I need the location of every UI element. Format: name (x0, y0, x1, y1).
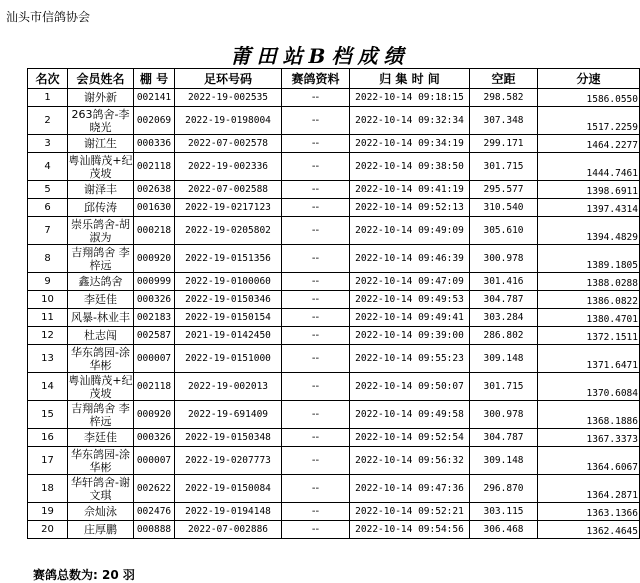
column-header-time: 归 集 时 间 (350, 69, 470, 89)
ring-number-cell: 2022-19-0198004 (175, 107, 282, 135)
shed-number-cell: 000007 (134, 345, 175, 373)
shed-number-cell: 002183 (134, 309, 175, 327)
rank-cell: 1 (28, 89, 68, 107)
arrival-time-cell: 2022-10-14 09:18:15 (350, 89, 470, 107)
distance-cell: 304.787 (470, 291, 538, 309)
ring-number-cell: 2022-19-0150346 (175, 291, 282, 309)
speed-cell: 1380.4701 (538, 309, 640, 327)
arrival-time-cell: 2022-10-14 09:49:58 (350, 401, 470, 429)
member-name-cell: 崇乐鸽舍-胡淑为 (68, 217, 134, 245)
distance-cell: 295.577 (470, 181, 538, 199)
ring-number-cell: 2022-19-0217123 (175, 199, 282, 217)
ring-number-cell: 2022-19-0205802 (175, 217, 282, 245)
distance-cell: 304.787 (470, 429, 538, 447)
column-header-speed: 分速 (538, 69, 640, 89)
member-name-cell: 谢泽丰 (68, 181, 134, 199)
member-name-cell: 邱传涛 (68, 199, 134, 217)
results-table (27, 68, 640, 539)
rank-cell: 16 (28, 429, 68, 447)
rank-cell: 4 (28, 153, 68, 181)
shed-number-cell: 002587 (134, 327, 175, 345)
arrival-time-cell: 2022-10-14 09:54:56 (350, 521, 470, 539)
shed-number-cell: 002141 (134, 89, 175, 107)
arrival-time-cell: 2022-10-14 09:52:21 (350, 503, 470, 521)
arrival-time-cell: 2022-10-14 09:50:07 (350, 373, 470, 401)
speed-cell: 1371.6471 (538, 345, 640, 373)
table-row (28, 199, 640, 217)
rank-cell: 18 (28, 475, 68, 503)
arrival-time-cell: 2022-10-14 09:55:23 (350, 345, 470, 373)
member-name-cell: 粤汕腾茂+纪茂坡 (68, 373, 133, 400)
rank-cell: 11 (28, 309, 68, 327)
rank-cell: 9 (28, 273, 68, 291)
organization-name: 汕头市信鸽协会 (6, 10, 91, 24)
pigeon-info-cell: -- (282, 429, 350, 447)
rank-cell: 6 (28, 199, 68, 217)
speed-cell: 1362.4645 (538, 521, 640, 539)
pigeon-info-cell: -- (282, 373, 350, 401)
column-header-shed: 棚 号 (134, 69, 175, 89)
ring-number-cell: 2022-19-0207773 (175, 447, 282, 475)
speed-cell: 1444.7461 (538, 153, 640, 181)
pigeon-info-cell: -- (282, 291, 350, 309)
pigeon-info-cell: -- (282, 521, 350, 539)
table-row (28, 373, 640, 401)
shed-number-cell: 000326 (134, 429, 175, 447)
distance-cell: 301.416 (470, 273, 538, 291)
table-row (28, 503, 640, 521)
shed-number-cell: 002118 (134, 153, 175, 181)
table-row (28, 245, 640, 273)
speed-cell: 1370.6084 (538, 373, 640, 401)
pigeon-info-cell: -- (282, 503, 350, 521)
shed-number-cell: 000920 (134, 401, 175, 429)
rank-cell: 2 (28, 107, 68, 135)
table-row (28, 107, 640, 135)
distance-cell: 300.978 (470, 401, 538, 429)
speed-cell: 1367.3373 (538, 429, 640, 447)
rank-cell: 19 (28, 503, 68, 521)
ring-number-cell: 2021-19-0142450 (175, 327, 282, 345)
speed-cell: 1586.0550 (538, 89, 640, 107)
shed-number-cell: 000336 (134, 135, 175, 153)
speed-cell: 1394.4829 (538, 217, 640, 245)
pigeon-info-cell: -- (282, 135, 350, 153)
rank-cell: 5 (28, 181, 68, 199)
member-name-cell: 谢外新 (68, 89, 134, 107)
pigeon-info-cell: -- (282, 181, 350, 199)
rank-cell: 17 (28, 447, 68, 475)
table-row (28, 447, 640, 475)
distance-cell: 305.610 (470, 217, 538, 245)
speed-cell: 1364.2871 (538, 475, 640, 503)
ring-number-cell: 2022-19-0150084 (175, 475, 282, 503)
arrival-time-cell: 2022-10-14 09:38:50 (350, 153, 470, 181)
pigeon-info-cell: -- (282, 89, 350, 107)
shed-number-cell: 002069 (134, 107, 175, 135)
rank-cell: 7 (28, 217, 68, 245)
member-name-cell: 鑫达鸽舍 (68, 273, 134, 291)
member-name-cell: 粤汕腾茂+纪茂坡 (68, 153, 133, 180)
member-name-cell: 风暴-林业丰 (68, 309, 134, 327)
distance-cell: 286.802 (470, 327, 538, 345)
member-name-cell: 华东鸽园-涂华彬 (68, 447, 134, 475)
member-name-cell: 吉翔鸽舍 李梓远 (68, 401, 134, 429)
ring-number-cell: 2022-19-0150154 (175, 309, 282, 327)
member-name-cell: 谢江生 (68, 135, 134, 153)
rank-cell: 10 (28, 291, 68, 309)
arrival-time-cell: 2022-10-14 09:52:54 (350, 429, 470, 447)
speed-cell: 1397.4314 (538, 199, 640, 217)
distance-cell: 310.540 (470, 199, 538, 217)
arrival-time-cell: 2022-10-14 09:49:41 (350, 309, 470, 327)
table-row (28, 273, 640, 291)
pigeon-info-cell: -- (282, 345, 350, 373)
distance-cell: 301.715 (470, 373, 538, 401)
ring-number-cell: 2022-07-002578 (175, 135, 282, 153)
distance-cell: 301.715 (470, 153, 538, 181)
shed-number-cell: 000326 (134, 291, 175, 309)
rank-cell: 3 (28, 135, 68, 153)
arrival-time-cell: 2022-10-14 09:49:09 (350, 217, 470, 245)
shed-number-cell: 001630 (134, 199, 175, 217)
column-header-rank: 名次 (28, 69, 68, 89)
speed-cell: 1464.2277 (538, 135, 640, 153)
pigeon-info-cell: -- (282, 475, 350, 503)
ring-number-cell: 2022-19-0194148 (175, 503, 282, 521)
arrival-time-cell: 2022-10-14 09:39:00 (350, 327, 470, 345)
column-header-name: 会员姓名 (68, 69, 134, 89)
report-title: 莆田站B档成绩 (230, 44, 410, 68)
header-row (28, 69, 640, 89)
speed-cell: 1386.0822 (538, 291, 640, 309)
pigeon-info-cell: -- (282, 273, 350, 291)
distance-cell: 303.284 (470, 309, 538, 327)
distance-cell: 309.148 (470, 345, 538, 373)
arrival-time-cell: 2022-10-14 09:32:34 (350, 107, 470, 135)
distance-cell: 298.582 (470, 89, 538, 107)
table-row (28, 401, 640, 429)
member-name-cell: 华轩鸽舍-谢文琪 (68, 475, 134, 503)
ring-number-cell: 2022-19-0151356 (175, 245, 282, 273)
distance-cell: 306.468 (470, 521, 538, 539)
shed-number-cell: 000999 (134, 273, 175, 291)
pigeon-info-cell: -- (282, 327, 350, 345)
shed-number-cell: 000218 (134, 217, 175, 245)
ring-number-cell: 2022-19-002336 (175, 153, 282, 181)
arrival-time-cell: 2022-10-14 09:41:19 (350, 181, 470, 199)
arrival-time-cell: 2022-10-14 09:46:39 (350, 245, 470, 273)
member-name-cell: 李廷佳 (68, 429, 134, 447)
pigeon-info-cell: -- (282, 153, 350, 181)
shed-number-cell: 002622 (134, 475, 175, 503)
arrival-time-cell: 2022-10-14 09:47:36 (350, 475, 470, 503)
distance-cell: 309.148 (470, 447, 538, 475)
ring-number-cell: 2022-19-691409 (175, 401, 282, 429)
arrival-time-cell: 2022-10-14 09:47:09 (350, 273, 470, 291)
table-row (28, 135, 640, 153)
member-name-cell: 庄厚鹏 (68, 521, 134, 539)
rank-cell: 12 (28, 327, 68, 345)
shed-number-cell: 002476 (134, 503, 175, 521)
rank-cell: 15 (28, 401, 68, 429)
arrival-time-cell: 2022-10-14 09:49:53 (350, 291, 470, 309)
table-row (28, 217, 640, 245)
pigeon-info-cell: -- (282, 401, 350, 429)
pigeon-info-cell: -- (282, 447, 350, 475)
speed-cell: 1372.1511 (538, 327, 640, 345)
rank-cell: 13 (28, 345, 68, 373)
speed-cell: 1388.0288 (538, 273, 640, 291)
arrival-time-cell: 2022-10-14 09:52:13 (350, 199, 470, 217)
rank-cell: 20 (28, 521, 68, 539)
member-name-cell: 华东鸽园-涂华彬 (68, 345, 134, 373)
member-name-cell: 李廷佳 (68, 291, 134, 309)
ring-number-cell: 2022-19-0100060 (175, 273, 282, 291)
table-row (28, 345, 640, 373)
table-row (28, 429, 640, 447)
table-row (28, 521, 640, 539)
table-row (28, 153, 640, 181)
pigeon-info-cell: -- (282, 245, 350, 273)
arrival-time-cell: 2022-10-14 09:34:19 (350, 135, 470, 153)
table-row (28, 475, 640, 503)
speed-cell: 1517.2259 (538, 107, 640, 135)
shed-number-cell: 000888 (134, 521, 175, 539)
ring-number-cell: 2022-07-002588 (175, 181, 282, 199)
ring-number-cell: 2022-19-0151000 (175, 345, 282, 373)
shed-number-cell: 000007 (134, 447, 175, 475)
table-row (28, 309, 640, 327)
pigeon-info-cell: -- (282, 309, 350, 327)
column-header-ring: 足环号码 (175, 69, 282, 89)
table-row (28, 327, 640, 345)
distance-cell: 303.115 (470, 503, 538, 521)
ring-number-cell: 2022-19-002013 (175, 373, 282, 401)
speed-cell: 1368.1886 (538, 401, 640, 429)
column-header-distance: 空距 (470, 69, 538, 89)
shed-number-cell: 002638 (134, 181, 175, 199)
rank-cell: 8 (28, 245, 68, 273)
pigeon-info-cell: -- (282, 199, 350, 217)
column-header-info: 赛鸽资料 (282, 69, 350, 89)
arrival-time-cell: 2022-10-14 09:56:32 (350, 447, 470, 475)
total-count: 赛鸽总数为: 20 羽 (33, 568, 135, 582)
speed-cell: 1389.1805 (538, 245, 640, 273)
speed-cell: 1364.6067 (538, 447, 640, 475)
ring-number-cell: 2022-19-002535 (175, 89, 282, 107)
shed-number-cell: 000920 (134, 245, 175, 273)
pigeon-info-cell: -- (282, 217, 350, 245)
rank-cell: 14 (28, 373, 68, 401)
distance-cell: 300.978 (470, 245, 538, 273)
distance-cell: 296.870 (470, 475, 538, 503)
member-name-cell: 吉翔鸽舍 李梓远 (68, 245, 134, 273)
ring-number-cell: 2022-19-0150348 (175, 429, 282, 447)
member-name-cell: 263鸽舍-李晓光 (68, 107, 134, 135)
shed-number-cell: 002118 (134, 373, 175, 401)
table-row (28, 89, 640, 107)
speed-cell: 1398.6911 (538, 181, 640, 199)
ring-number-cell: 2022-07-002886 (175, 521, 282, 539)
table-row (28, 291, 640, 309)
speed-cell: 1363.1366 (538, 503, 640, 521)
member-name-cell: 杜志闯 (68, 327, 134, 345)
pigeon-info-cell: -- (282, 107, 350, 135)
member-name-cell: 佘灿泳 (68, 503, 134, 521)
distance-cell: 299.171 (470, 135, 538, 153)
table-row (28, 181, 640, 199)
distance-cell: 307.348 (470, 107, 538, 135)
